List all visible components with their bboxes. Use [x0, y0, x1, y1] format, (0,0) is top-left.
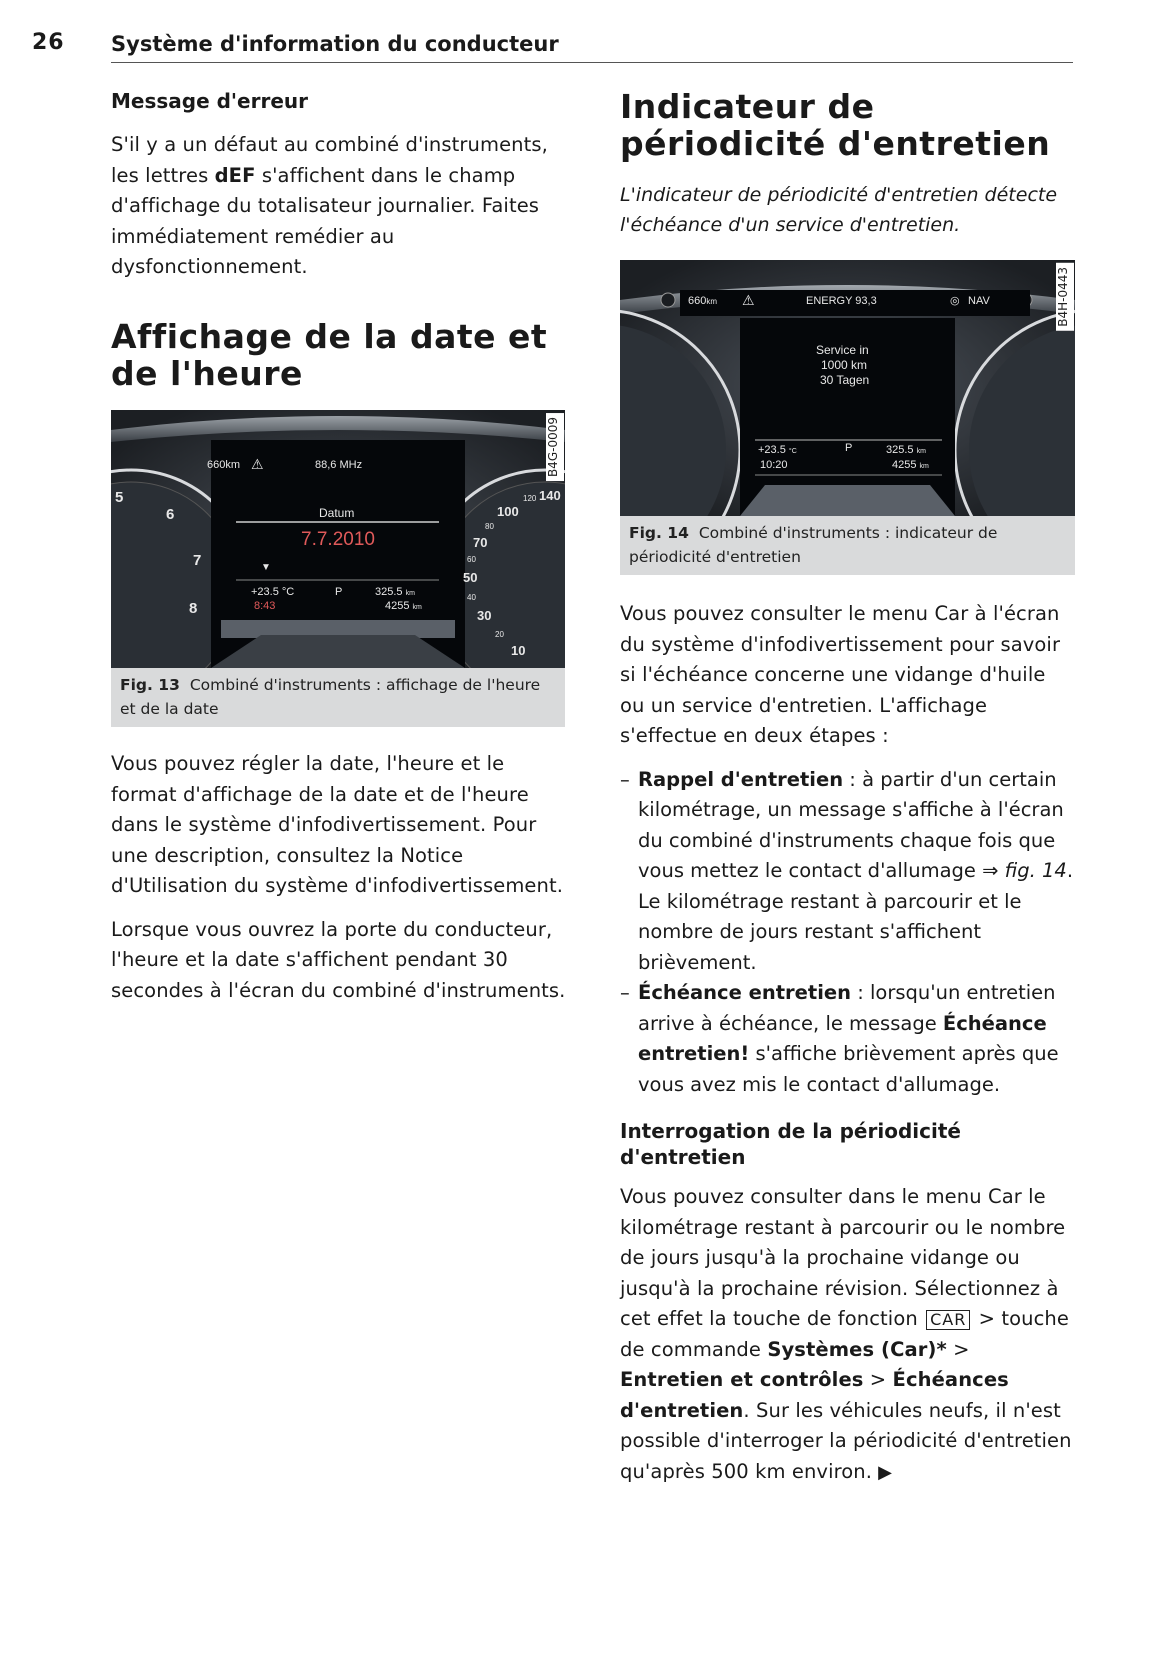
trip-readout: 325.5 km	[886, 444, 926, 456]
service-para-1: Vous pouvez consulter le menu Car à l'écran du système d'infodivertissement pour savoir si l'échéance concerne une vidange d'huile ou un service d'entretien. L'affichage s'effectue en deux étapes :	[620, 602, 1061, 747]
page-number: 26	[32, 30, 65, 55]
figure-14	[620, 260, 1075, 575]
figure-14-caption: Fig. 14 Combiné d'instruments : indicateur de périodicité d'entretien	[620, 516, 1075, 575]
rpm-5: 5	[115, 489, 124, 506]
odometer-readout: 660km	[688, 295, 718, 307]
car-key: CAR	[926, 1310, 970, 1330]
service-line-2: 1000 km	[821, 358, 868, 372]
service-heading: Indicateur de périodicité d'entretien	[620, 87, 1051, 163]
figure-13	[111, 410, 565, 727]
gear-indicator: P	[335, 586, 343, 598]
speed-10: 10	[511, 643, 526, 658]
figure-code: B4H-0443	[1056, 263, 1074, 331]
figure-13-caption: Fig. 13 Combiné d'instruments : affichage de l'heure et de la date	[111, 668, 565, 727]
odometer-readout: 660km	[207, 459, 241, 471]
figure-code: B4G-0009	[546, 413, 564, 481]
datum-label: Datum	[319, 506, 355, 520]
speed-50: 50	[463, 570, 478, 585]
speed-120: 120	[523, 494, 537, 503]
list-item: – Échéance entretien : lorsqu'un entretien arrive à échéance, le message Échéance entretien! s'affiche brièvement après que vous avez mis le contact d'allumage.	[620, 981, 1059, 1096]
service-line-3: 30 Tagen	[820, 373, 870, 387]
total-readout: 4255 km	[385, 600, 422, 612]
down-arrow-icon: ▼	[261, 562, 271, 573]
list-item: – Rappel d'entretien : à partir d'un certain kilométrage, un message s'affiche à l'écran du combiné d'instruments chaque fois que vous mettez le contact d'allumage ⇒ fig. 14. Le kilométrage restant à parcourir et le nombre de jours restant s'affichent brièvement.	[620, 767, 1074, 974]
instrument-cluster-service-image	[620, 260, 1075, 516]
right-column	[620, 88, 1075, 240]
rpm-7: 7	[193, 552, 202, 569]
speed-60: 60	[467, 555, 476, 564]
total-readout: 4255 km	[892, 459, 929, 471]
nav-icon: ◎	[950, 295, 960, 307]
date-para-2: Lorsque vous ouvrez la porte du conducteur, l'heure et la date s'affichent pendant 30 secondes à l'écran du combiné d'instruments.	[111, 917, 566, 1002]
speed-20: 20	[495, 630, 504, 639]
query-subheading: Interrogation de la périodicité d'entretien	[620, 1119, 961, 1169]
warning-icon: ⚠	[742, 292, 755, 308]
time-value: 8:43	[254, 600, 276, 612]
radio-readout: ENERGY 93,3	[806, 295, 877, 307]
right-body	[620, 599, 1075, 1501]
left-column	[111, 88, 566, 392]
instrument-cluster-date-image	[111, 410, 565, 668]
left-body	[111, 749, 566, 1019]
header-rule	[111, 62, 1073, 63]
rpm-6: 6	[166, 506, 175, 523]
query-paragraph: Vous pouvez consulter dans le menu Car le kilométrage restant à parcourir ou le nombre de jours jusqu'à la prochaine vidange ou jusqu'à la prochaine révision. Sélectionnez à cet effet la touche de fonction CAR > touche de commande Systèmes (Car)* > Entretien et contrôles > Échéances d'entretien. Sur les véhicules neufs, il n'est possible d'interroger la périodicité d'entretien qu'après 500 km environ. ▶	[620, 1185, 1072, 1483]
speed-80: 80	[485, 522, 494, 531]
temperature-readout: +23.5 °C	[758, 444, 797, 456]
radio-readout: 88,6 MHz	[315, 459, 363, 471]
nav-label: NAV	[968, 295, 990, 307]
speed-40: 40	[467, 593, 476, 602]
time-value: 10:20	[760, 459, 788, 471]
continue-arrow-icon: ▶	[878, 1461, 893, 1483]
speed-70: 70	[473, 535, 488, 550]
date-para-1: Vous pouvez régler la date, l'heure et le format d'affichage de la date et de l'heure dans le système d'infodivertissement. Pour une description, consultez la Notice d'Utilisation du système d'infodivertissement.	[111, 752, 564, 897]
rpm-8: 8	[189, 600, 198, 617]
gear-indicator: P	[845, 442, 853, 454]
error-heading: Message d'erreur	[111, 89, 309, 113]
speed-100: 100	[497, 504, 519, 519]
error-paragraph: S'il y a un défaut au combiné d'instruments, les lettres dEF s'affichent dans le champ d'affichage du totalisateur journalier. Faites immédiatement remédier au dysfonctionnement.	[111, 133, 548, 278]
service-lead: L'indicateur de périodicité d'entretien détecte l'échéance d'un service d'entretien.	[620, 184, 1058, 236]
service-steps-list	[620, 765, 1075, 1101]
date-value: 7.7.2010	[301, 529, 375, 550]
warning-icon: ⚠	[251, 456, 264, 472]
temperature-readout: +23.5 °C	[251, 586, 295, 598]
date-time-heading: Affichage de la date et de l'heure	[111, 316, 548, 393]
speed-140: 140	[539, 488, 561, 503]
figure-14-reference[interactable]: ⇒ fig. 14	[982, 859, 1067, 882]
service-line-1: Service in	[816, 343, 869, 357]
speed-30: 30	[477, 608, 492, 623]
section-title: Système d'information du conducteur	[111, 32, 559, 56]
trip-readout: 325.5 km	[375, 586, 415, 598]
